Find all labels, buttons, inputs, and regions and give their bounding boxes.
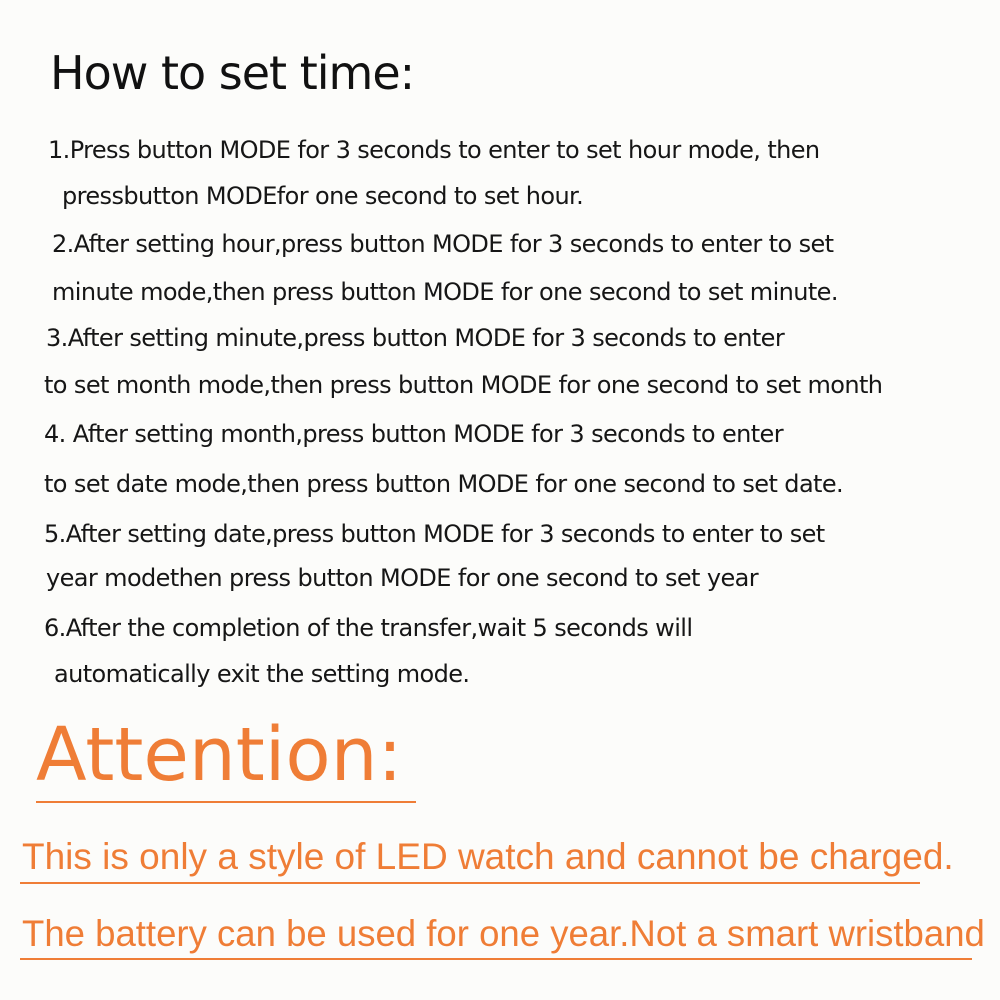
step-4-line-2: to set date mode,then press button MODE for one second to set date.: [44, 470, 844, 498]
step-6-line-1: 6.After the completion of the transfer,wait 5 seconds will: [44, 614, 693, 642]
notice-not-chargeable: This is only a style of LED watch and cannot be charged.: [22, 836, 954, 877]
page-title: How to set time:: [50, 46, 415, 100]
step-1-line-1: 1.Press button MODE for 3 seconds to enter to set hour mode, then: [48, 136, 820, 164]
notice-battery-life: The battery can be used for one year.Not a smart wristband: [22, 913, 985, 954]
attention-heading: Attention:: [36, 712, 403, 798]
step-3-line-2: to set month mode,then press button MODE for one second to set month: [44, 371, 883, 399]
notice-2-underline: [20, 958, 972, 960]
step-5-line-1: 5.After setting date,press button MODE for 3 seconds to enter to set: [44, 520, 825, 548]
step-5-line-2: year modethen press button MODE for one second to set year: [46, 564, 759, 592]
step-2-line-2: minute mode,then press button MODE for one second to set minute.: [52, 278, 838, 306]
notice-1-underline: [20, 882, 920, 884]
attention-underline: [36, 801, 416, 803]
step-2-line-1: 2.After setting hour,press button MODE for 3 seconds to enter to set: [52, 230, 834, 258]
step-6-line-2: automatically exit the setting mode.: [54, 660, 470, 688]
step-4-line-1: 4. After setting month,press button MODE for 3 seconds to enter: [44, 420, 783, 448]
step-1-line-2: pressbutton MODEfor one second to set hour.: [62, 182, 584, 210]
step-3-line-1: 3.After setting minute,press button MODE for 3 seconds to enter: [46, 324, 785, 352]
